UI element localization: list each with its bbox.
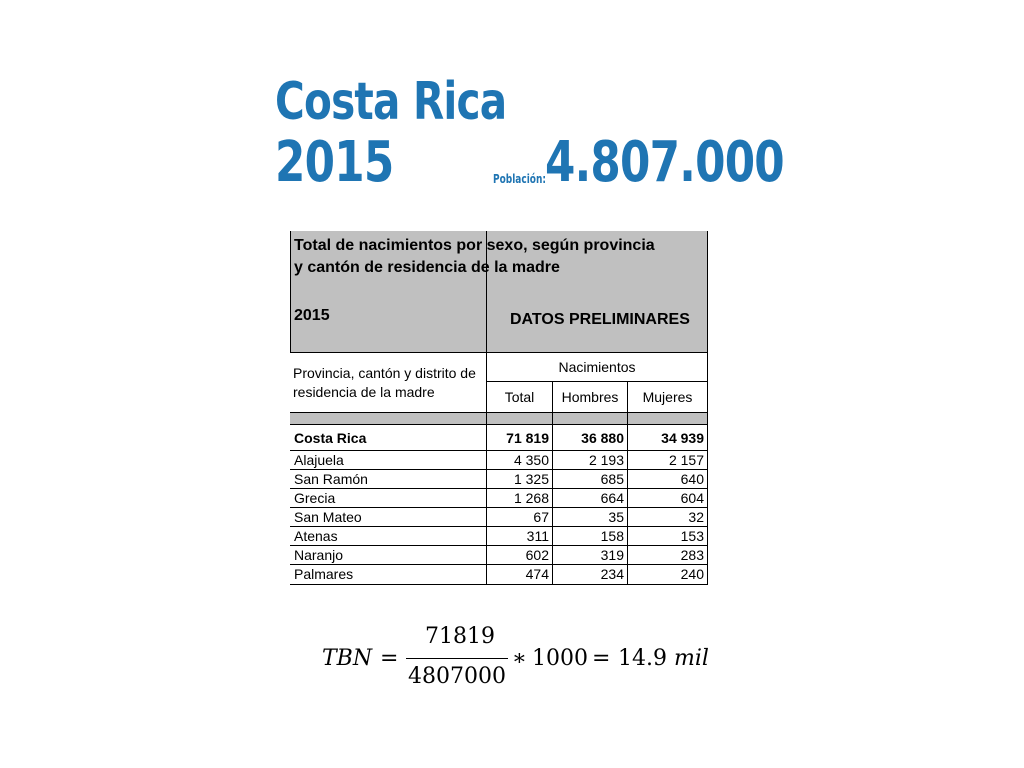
formula-denominator: 4807000 <box>408 664 506 689</box>
formula-unit: mil <box>674 646 709 671</box>
cell-hombres: 2 193 <box>588 452 624 468</box>
cell-mujeres: 2 157 <box>668 452 704 468</box>
row-header-line1: Provincia, cantón y distrito de <box>293 365 476 381</box>
cell-total: 71 819 <box>506 430 549 446</box>
row-name: Atenas <box>294 528 338 544</box>
cell-total: 474 <box>525 566 549 582</box>
cell-total: 1 268 <box>513 490 549 506</box>
cell-mujeres: 34 939 <box>661 430 704 446</box>
cell-total: 311 <box>526 528 549 544</box>
row-header-line2: residencia de la madre <box>293 384 435 400</box>
births-table <box>290 231 708 585</box>
col-header-hombres: Hombres <box>561 389 619 405</box>
country-title: Costa Rica <box>275 72 507 132</box>
cell-total: 4 350 <box>513 452 549 468</box>
formula-equals-2: = <box>592 646 611 671</box>
cell-total: 67 <box>533 509 549 525</box>
row-name: San Mateo <box>294 509 362 525</box>
birth-rate-formula <box>322 620 722 690</box>
row-name: Palmares <box>294 566 354 582</box>
table-title-line2: y cantón de residencia de la madre <box>294 259 560 276</box>
year-title: 2015 <box>275 130 394 195</box>
cell-total: 1 325 <box>513 471 549 487</box>
cell-mujeres: 153 <box>680 528 704 544</box>
cell-mujeres: 32 <box>688 509 704 525</box>
row-name: Grecia <box>294 490 336 506</box>
population-label: Población: <box>493 172 546 186</box>
preliminary-label: DATOS PRELIMINARES <box>510 311 690 328</box>
cell-hombres: 685 <box>600 471 624 487</box>
table-title-line1: Total de nacimientos por sexo, según provincia <box>294 237 655 254</box>
row-name: San Ramón <box>294 471 368 487</box>
col-header-mujeres: Mujeres <box>642 389 693 405</box>
col-header-total: Total <box>504 389 535 405</box>
cell-total: 602 <box>525 547 549 563</box>
table-separator-band <box>290 412 708 424</box>
formula-result: 14.9 <box>618 646 667 671</box>
cell-hombres: 664 <box>600 490 624 506</box>
formula-factor: 1000 <box>532 646 588 671</box>
formula-equals: = <box>380 646 399 671</box>
cell-hombres: 35 <box>608 509 624 525</box>
population-value: 4.807.000 <box>545 130 784 195</box>
group-header: Nacimientos <box>558 359 636 375</box>
row-name: Naranjo <box>294 547 344 563</box>
table-year: 2015 <box>294 307 330 324</box>
cell-mujeres: 604 <box>680 490 704 506</box>
cell-hombres: 234 <box>600 566 624 582</box>
row-name: Alajuela <box>294 452 344 468</box>
cell-hombres: 158 <box>600 528 624 544</box>
cell-mujeres: 283 <box>680 547 704 563</box>
formula-numerator: 71819 <box>425 624 495 649</box>
formula-lhs: TBN <box>322 646 373 671</box>
cell-hombres: 36 880 <box>581 430 624 446</box>
fraction-bar <box>406 658 508 659</box>
cell-mujeres: 240 <box>680 566 704 582</box>
cell-mujeres: 640 <box>680 471 704 487</box>
row-name: Costa Rica <box>294 430 367 446</box>
cell-hombres: 319 <box>600 547 624 563</box>
formula-times: ∗ <box>512 646 527 671</box>
